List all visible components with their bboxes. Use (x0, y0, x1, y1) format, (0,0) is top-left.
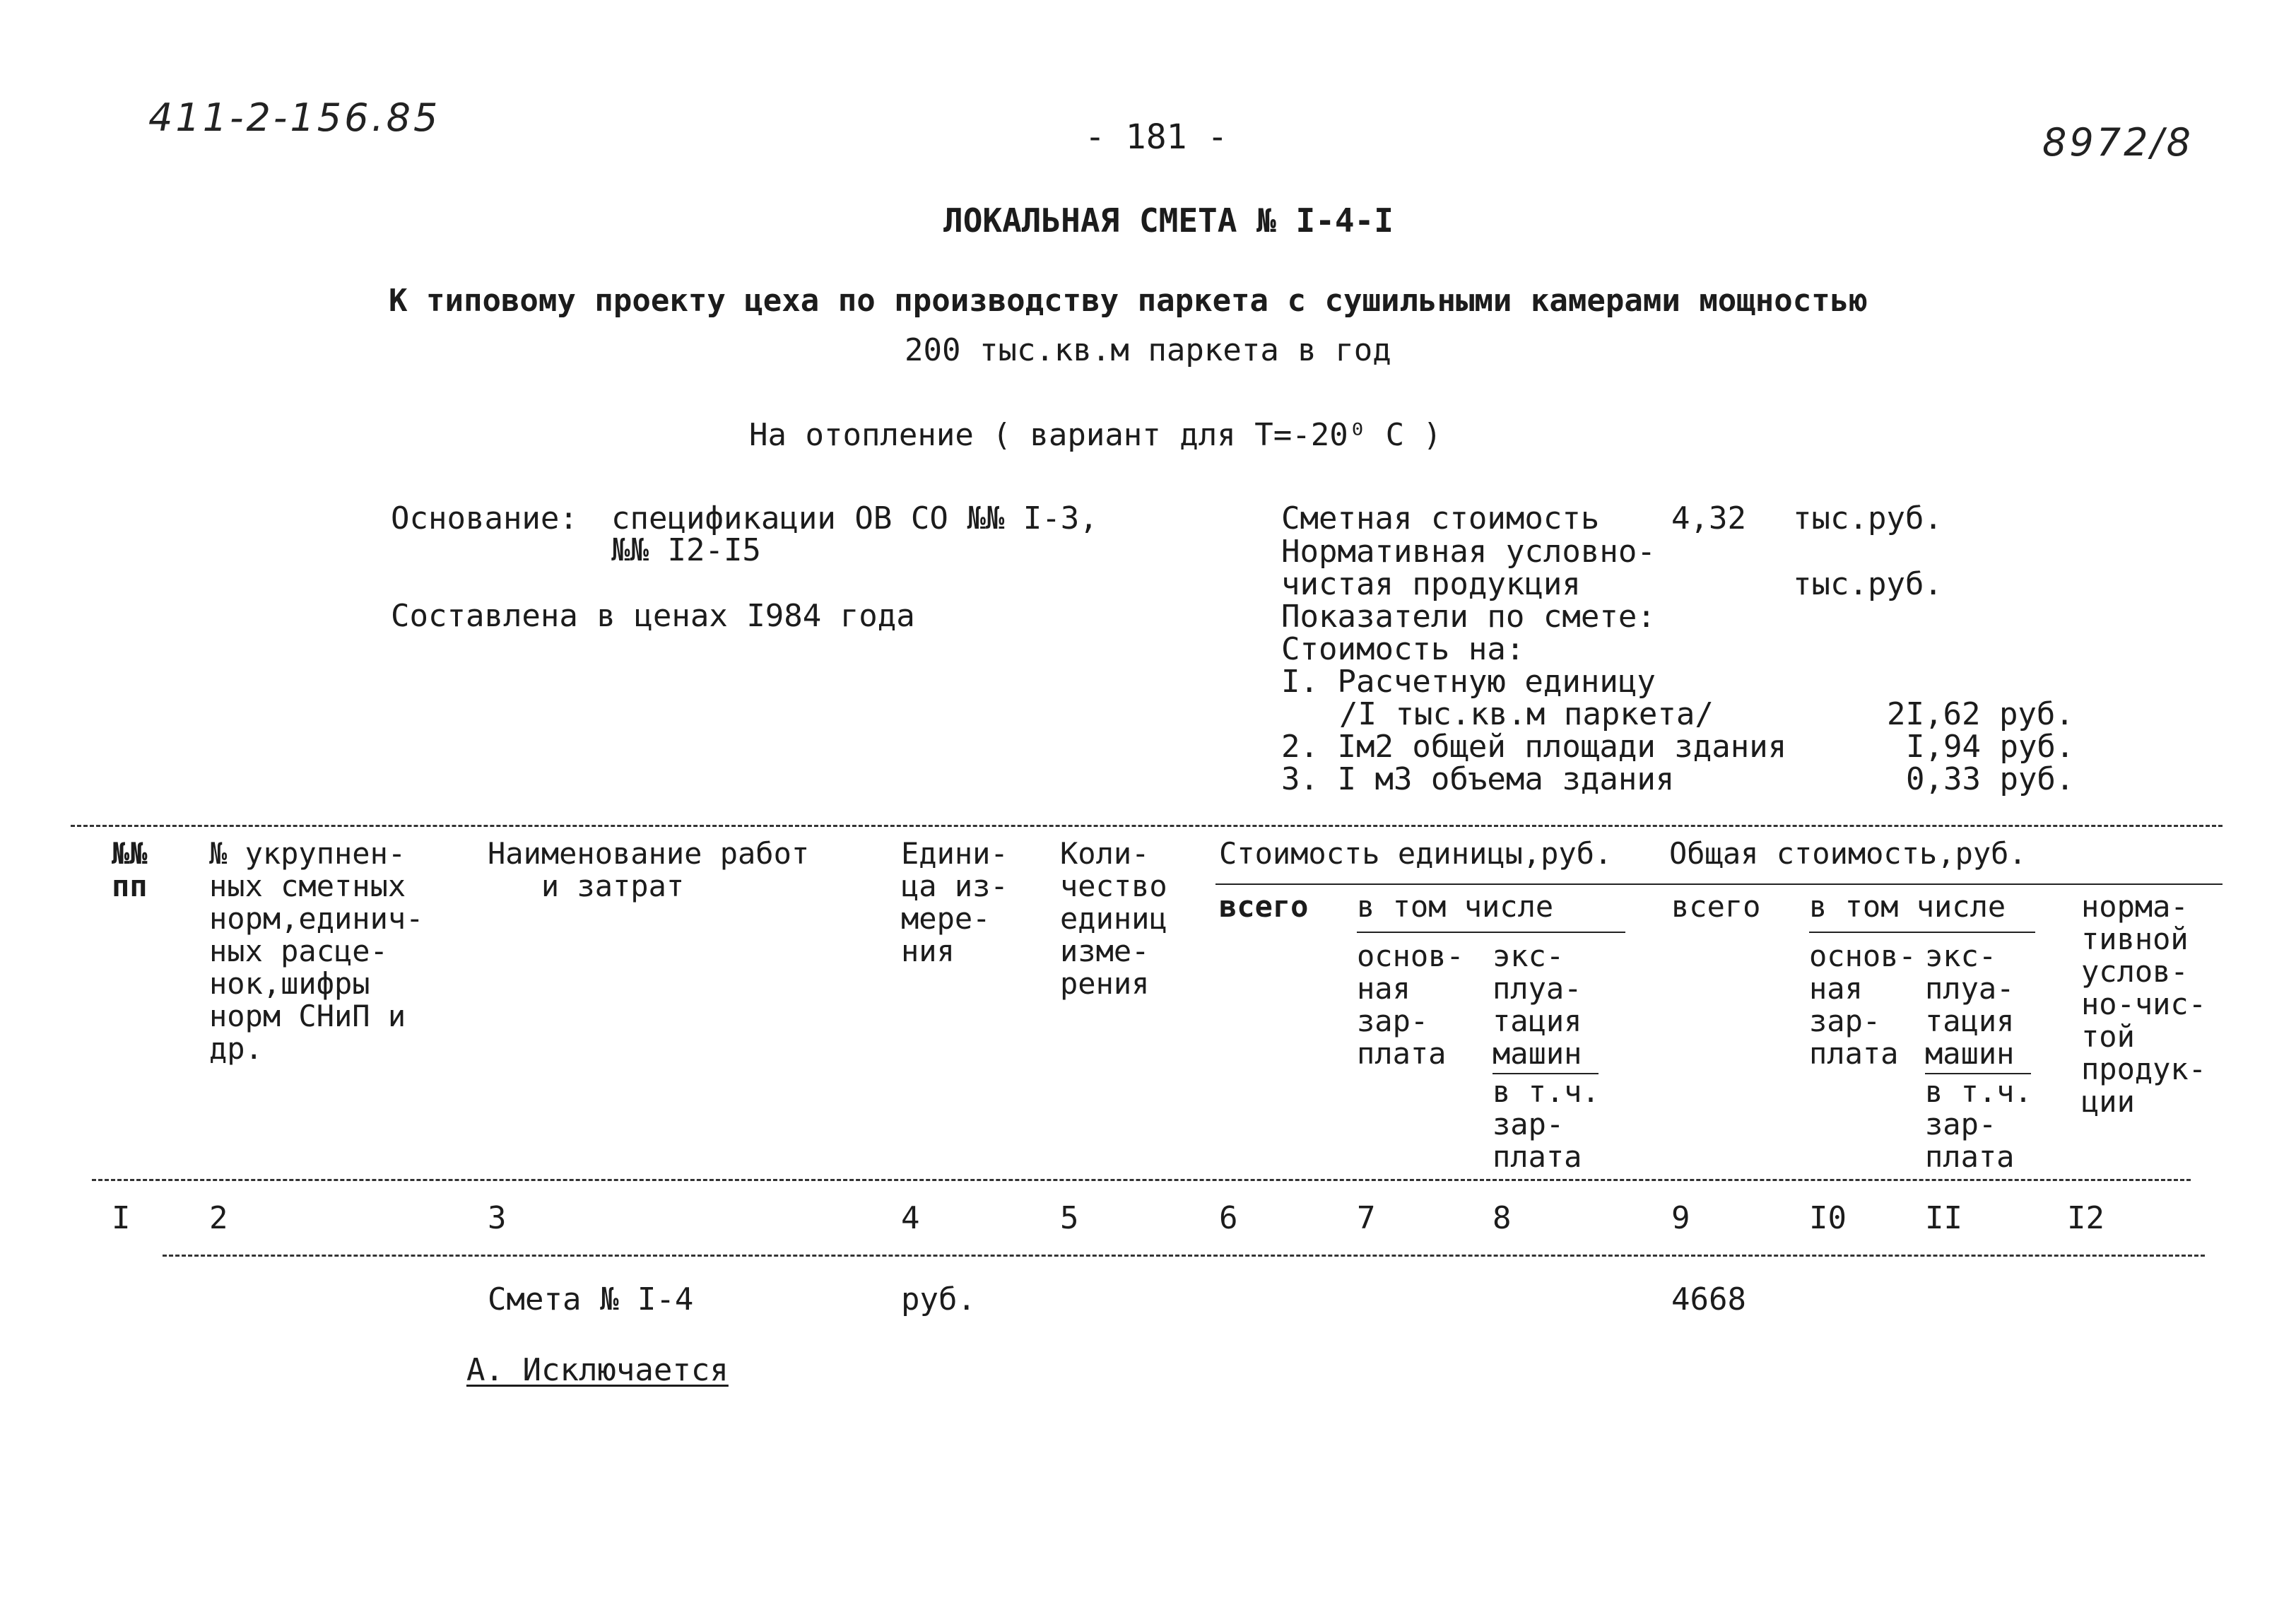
cost-on-label: Стоимость на: (1281, 631, 1525, 667)
col-header-norm-code: № укрупнен- ных сметных норм,единич- ных расце- нок,шифры норм СНиП и др. (209, 836, 424, 1066)
subtitle-line-1: К типовому проекту цеха по производству паркета с сушильными камерами мощностью (389, 283, 1868, 319)
col-header-unit-incl: в том числе (1357, 889, 1554, 924)
subtitle-line-2: 200 тыс.кв.м паркета в год (905, 332, 1391, 368)
col-header-unit-machine: экс- плуа- тация машин (1493, 939, 1582, 1071)
col-number: 7 (1357, 1200, 1376, 1236)
cost-label: Сметная стоимость (1281, 500, 1600, 536)
item1-value: 2I,62 руб. (1887, 696, 2074, 732)
col-number: I (112, 1200, 131, 1236)
table-top-rule (71, 825, 2223, 827)
section-a-title: А. Исключается (466, 1352, 729, 1388)
col-number: 6 (1219, 1200, 1238, 1236)
col-header-unit-incl-wage: в т.ч. зар- плата (1493, 1074, 1600, 1174)
page-title: ЛОКАЛЬНАЯ СМЕТА № I-4-I (943, 201, 1394, 240)
norm-label-2: чистая продукция (1281, 566, 1581, 602)
col-header-norm-net: норма- тивной услов- но-чис- той продук- ции (2081, 889, 2207, 1119)
col-number: I2 (2067, 1200, 2104, 1236)
col-header-total-base-wage: основ- ная зар- плата (1809, 939, 1917, 1071)
item1-label-2: /I тыс.кв.м паркета/ (1339, 696, 1714, 732)
col-header-row-number: №№ пп (112, 836, 148, 903)
page-number: - 181 - (1085, 117, 1228, 157)
indicators-label: Показатели по смете: (1281, 599, 1656, 635)
col-header-work-name: Наименование работ и затрат (488, 836, 810, 903)
cost-value: 4,32 (1671, 500, 1746, 536)
col-header-total-cost: Общая стоимость,руб. (1669, 836, 2027, 871)
col-number: II (1925, 1200, 1962, 1236)
doc-code: 411-2-156.85 (148, 95, 441, 140)
col-header-unit-base-wage: основ- ная зар- плата (1357, 939, 1464, 1071)
col-number: 5 (1060, 1200, 1079, 1236)
basis-line-1: спецификации ОВ СО №№ I-3, (611, 500, 1098, 536)
incl-rule-unit (1357, 932, 1625, 933)
prices-note: Составлена в ценах I984 года (391, 598, 915, 634)
col-number: 2 (209, 1200, 228, 1236)
col-number: 8 (1493, 1200, 1512, 1236)
col-header-total-incl-wage: в т.ч. зар- плата (1925, 1074, 2032, 1174)
cost-group-rule (1215, 883, 2223, 885)
item3-value: 0,33 руб. (1906, 761, 2075, 797)
estimate-total: 4668 (1671, 1281, 1746, 1317)
item1-label-1: I. Расчетную единицу (1281, 664, 1656, 700)
item3-label: 3. I м3 объема здания (1281, 761, 1675, 797)
basis-label: Основание: (391, 500, 578, 536)
col-header-unit-cost: Стоимость единицы,руб. (1219, 836, 1613, 871)
col-header-quantity: Коли- чество единиц изме- рения (1060, 836, 1167, 1001)
header-bottom-rule (92, 1179, 2191, 1181)
col-header-total-all: всего (1671, 889, 1761, 924)
basis-line-2: №№ I2-I5 (611, 532, 761, 568)
estimate-unit: руб. (901, 1281, 976, 1317)
section-title: На отопление ( вариант для T=-20⁰ C ) (749, 417, 1442, 453)
norm-unit: тыс.руб. (1793, 566, 1943, 602)
archive-number: 8972/8 (2042, 120, 2194, 165)
cost-unit: тыс.руб. (1793, 500, 1943, 536)
col-header-total-incl: в том числе (1809, 889, 2006, 924)
col-number: I0 (1809, 1200, 1847, 1236)
item2-label: 2. Iм2 общей площади здания (1281, 729, 1787, 765)
incl-rule-total (1809, 932, 2035, 933)
numbers-bottom-rule (163, 1255, 2205, 1257)
col-number: 4 (901, 1200, 920, 1236)
estimate-name: Смета № I-4 (488, 1281, 694, 1317)
col-header-total-machine: экс- плуа- тация машин (1925, 939, 2015, 1071)
col-header-unit-all: всего (1219, 889, 1309, 924)
col-number: 9 (1671, 1200, 1690, 1236)
item2-value: I,94 руб. (1906, 729, 2075, 765)
col-header-unit: Едини- ца из- мере- ния (901, 836, 1008, 968)
col-number: 3 (488, 1200, 507, 1236)
norm-label-1: Нормативная условно- (1281, 534, 1656, 570)
